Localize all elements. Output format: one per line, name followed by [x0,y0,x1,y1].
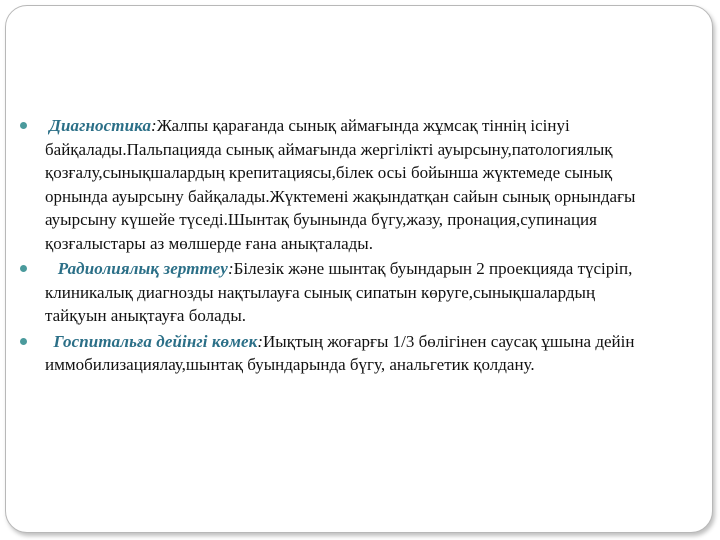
item-term: Радиолиялық зерттеу [57,259,228,278]
list-item-radiology: Радиолиялық зерттеу:Білезік және шынтақ буындарын 2 проекцияда түсіріп, клиникалық диагнозды нақтылауға сынық сипатын көруге,сынықшалардың тайқуын анықтауға болады. [20,257,660,328]
list-item-diagnostics: Диагностика:Жалпы қарағанда сынық аймағында жұмсақ тіннің ісінуі байқалады.Пальпацияда сынық аймағында жергілікті ауырсыну,патологиялық қозғалу,сынықшалардың крепитациясы,білек осьі бойынша жүктемеде сынық орнында ауырсыну байқалады.Жүктемені жақындатқан сайын сынық орнындағы ауырсыну күшейе түседі.Шынтақ буынында бүгу,жазу, пронация,супинация қозғалыстары аз мөлшерде ғана анықталады. [20,114,660,255]
slide-frame [5,5,713,533]
item-term: Госпитальға дейінгі көмек [53,331,258,351]
list-item-first-aid: Госпитальға дейінгі көмек:Иықтың жоғарғы 1/3 бөлігінен саусақ ұшына дейін иммобилизациялау,шынтақ буындарында бүгу, анальгетик қолдану. [20,330,660,377]
item-text: Иықтың жоғарғы 1/3 бөлігінен саусақ ұшына дейін иммобилизациялау,шынтақ буындарында бүгу, анальгетик қолдану. [45,331,635,374]
bullet-list [20,114,660,379]
bullet-icon [20,265,27,272]
item-text: Жалпы қарағанда сынық аймағында жұмсақ тіннің ісінуі байқалады.Пальпацияда сынық аймағында жергілікті ауырсыну,патологиялық қозғалу,сынықшалардың крепитациясы,білек осьі бойынша жүктемеде сынық орнында ауырсыну байқалады.Жүктемені жақындатқан сайын сынық орнындағы ауырсыну күшейе түседі.Шынтақ буынында бүгу,жазу, пронация,супинация қозғалыстары аз мөлшерде ғана анықталады. [45,116,636,253]
item-text: Білезік және шынтақ буындарын 2 проекцияда түсіріп, клиникалық диагнозды нақтылауға сынық сипатын көруге,сынықшалардың тайқуын анықтауға болады. [45,259,633,325]
item-term: Диагностика [49,116,152,135]
bullet-icon [20,122,27,129]
bullet-icon [20,338,27,345]
